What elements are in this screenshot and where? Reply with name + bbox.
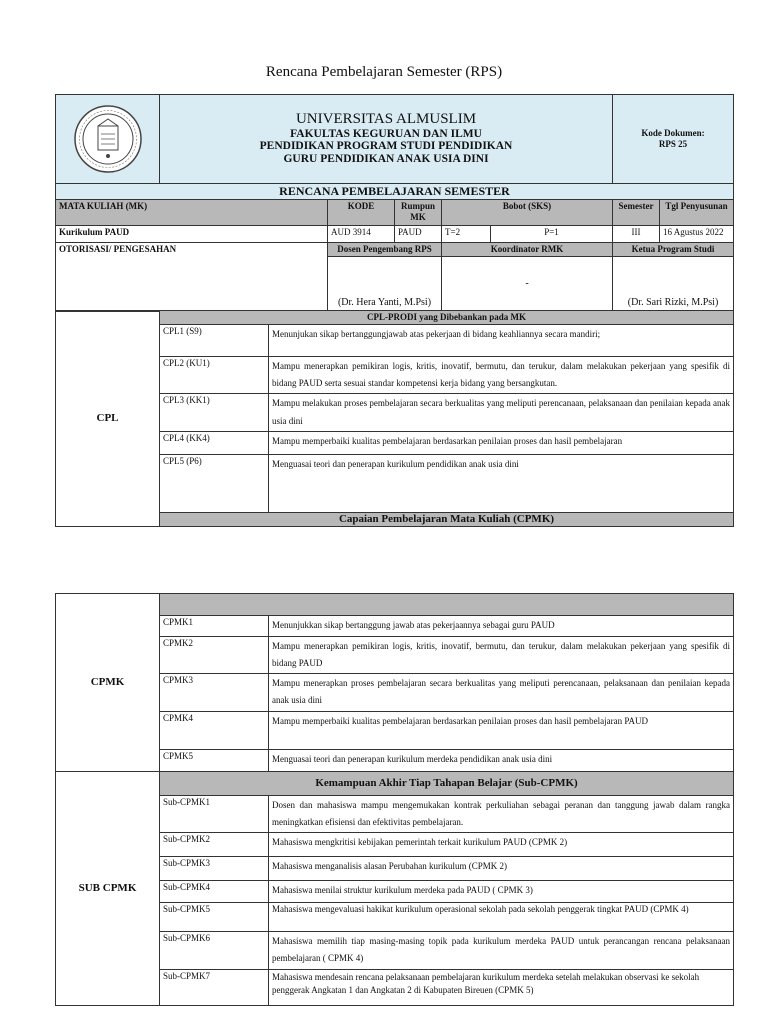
cpl-text: Menguasai teori dan penerapan kurikulum pendidikan anak usia dini — [269, 454, 734, 512]
cpmk-code: CPMK1 — [160, 616, 269, 637]
doc-code-cell — [613, 95, 734, 184]
koordinator-signature: - — [442, 256, 613, 311]
sub-cpmk-text: Mahasiswa menilai struktur kurikulum merdeka pada PAUD ( CPMK 3) — [269, 881, 734, 903]
sub-cpmk-code: Sub-CPMK6 — [160, 932, 269, 969]
doc-code-label: Kode Dokumen: — [641, 127, 705, 138]
sub-cpmk-code: Sub-CPMK2 — [160, 833, 269, 857]
sub-cpmk-text: Mahasiswa mendesain rencana pelaksanaan pembelajaran kurikulum merdeka setelah melakukan observasi ke sekolah penggerak Angkatan 1 dan Angkatan 2 di Kabupaten Bireuen (CPMK 5) — [269, 969, 734, 1005]
otorisasi-label: OTORISASI/ PENGESAHAN — [56, 242, 328, 311]
university-name: UNIVERSITAS ALMUSLIM — [295, 110, 477, 127]
cpl-code: CPL4 (KK4) — [160, 431, 269, 454]
sub-cpmk-text: Mahasiswa memilih tiap masing-masing topik pada kurikulum merdeka PAUD untuk perancangan rencana pelaksanaan pembelajaran ( CPMK 4) — [269, 932, 734, 969]
faculty-line-2: PENDIDIKAN PROGRAM STUDI PENDIDIKAN — [259, 140, 513, 153]
cpmk-text: Mampu menerapkan pemikiran logis, kritis, inovatif, bermutu, dan terukur, dalam melakukan pekerjaan yang spesifik di bidang PAUD — [269, 637, 734, 674]
dosen-signature: (Dr. Hera Yanti, M.Psi) — [328, 256, 442, 311]
cpmk-section-title: Capaian Pembelajaran Mata Kuliah (CPMK) — [160, 512, 734, 527]
sub-cpmk-section-title: Kemampuan Akhir Tiap Tahapan Belajar (Sub-CPMK) — [160, 772, 734, 796]
val-kode: AUD 3914 — [328, 225, 395, 242]
cpl-text: Mampu memperbaiki kualitas pembelajaran berdasarkan penilaian proses dan hasil pembelajaran — [269, 431, 734, 454]
sub-cpmk-code: Sub-CPMK3 — [160, 857, 269, 881]
hdr-bobot: Bobot (SKS) — [442, 200, 613, 226]
cpl-code: CPL3 (KK1) — [160, 394, 269, 431]
cpmk-text: Menunjukkan sikap bertanggung jawab atas pekerjaannya sebagai guru PAUD — [269, 616, 734, 637]
cpmk-code: CPMK2 — [160, 637, 269, 674]
cpl-table — [55, 310, 734, 527]
sub-cpmk-text: Mahasiswa menganalisis alasan Perubahan kurikulum (CPMK 2) — [269, 857, 734, 881]
faculty-line-1: FAKULTAS KEGURUAN DAN ILMU — [290, 127, 482, 140]
cpmk-header-blank — [160, 594, 734, 616]
university-seal-icon — [73, 104, 143, 174]
rps-header-table — [55, 94, 734, 312]
sub-cpmk-text: Dosen dan mahasiswa mampu mengemukakan kontrak perkuliahan sebagai peranan dan tanggung jawab dalam rangka meningkatkan efisiensi dan efektivitas pembelajaran. — [269, 796, 734, 833]
cpmk-text: Mampu menerapkan proses pembelajaran secara berkualitas yang meliputi perencanaan, pelaksanaan dan penilaian kepada anak usia dini — [269, 674, 734, 712]
doc-code-value: RPS 25 — [658, 139, 688, 149]
document-title: Rencana Pembelajaran Semester (RPS) — [265, 64, 503, 80]
university-header-cell — [160, 95, 613, 184]
cpmk-code: CPMK3 — [160, 674, 269, 712]
faculty-line-3: GURU PENDIDIKAN ANAK USIA DINI — [283, 153, 489, 166]
sub-cpmk-text: Mahasiswa mengkritisi kebijakan pemerintah terkait kurikulum PAUD (CPMK 2) — [269, 833, 734, 857]
cpmk-code: CPMK4 — [160, 712, 269, 750]
cpl-text: Mampu menerapkan pemikiran logis, kritis, inovatif, bermutu, dan terukur, dalam melakukan pekerjaan yang spesifik di bidang PAUD serta sesuai standar kompetensi kerja bidang yang bersangkutan. — [269, 357, 734, 394]
val-semester: III — [613, 225, 660, 242]
val-mata-kuliah: Kurikulum PAUD — [56, 225, 328, 242]
koordinator-label: Koordinator RMK — [442, 242, 613, 256]
val-rumpun: PAUD — [395, 225, 442, 242]
hdr-tgl: Tgl Penyusunan — [660, 200, 734, 226]
rps-title: RENCANA PEMBELAJARAN SEMESTER — [56, 184, 734, 200]
sub-cpmk-label: SUB CPMK — [56, 772, 160, 1005]
sub-cpmk-code: Sub-CPMK1 — [160, 796, 269, 833]
hdr-rumpun: Rumpun MK — [395, 200, 442, 226]
cpl-code: CPL2 (KU1) — [160, 357, 269, 394]
cpmk-text: Mampu memperbaiki kualitas pembelajaran berdasarkan penilaian proses dan hasil pembelajaran PAUD — [269, 712, 734, 750]
hdr-mata-kuliah: MATA KULIAH (MK) — [56, 200, 328, 226]
dosen-label: Dosen Pengembang RPS — [328, 242, 442, 256]
cpl-text: Mampu melakukan proses pembelajaran secara berkualitas yang meliputi perencanaan, pelaksanaan dan penilaian kepada anak usia dini — [269, 394, 734, 431]
sub-cpmk-code: Sub-CPMK4 — [160, 881, 269, 903]
sub-cpmk-text: Mahasiswa mengevaluasi hakikat kurikulum operasional sekolah pada sekolah penggerak tingkat PAUD (CPMK 4) — [269, 903, 734, 932]
cpl-code: CPL1 (S9) — [160, 325, 269, 357]
val-tgl: 16 Agustus 2022 — [660, 225, 734, 242]
ketua-signature: (Dr. Sari Rizki, M.Psi) — [613, 256, 734, 311]
val-p: P=1 — [491, 225, 613, 242]
sub-cpmk-code: Sub-CPMK5 — [160, 903, 269, 932]
logo-cell — [56, 95, 160, 184]
cpmk-text: Menguasai teori dan penerapan kurikulum merdeka pendidikan anak usia dini — [269, 750, 734, 772]
hdr-semester: Semester — [613, 200, 660, 226]
cpmk-table — [55, 593, 734, 1006]
val-t: T=2 — [442, 225, 491, 242]
cpl-code: CPL5 (P6) — [160, 454, 269, 512]
cpl-label: CPL — [56, 311, 160, 527]
cpmk-label: CPMK — [56, 594, 160, 772]
hdr-kode: KODE — [328, 200, 395, 226]
cpl-section-title: CPL-PRODI yang Dibebankan pada MK — [160, 311, 734, 325]
ketua-label: Ketua Program Studi — [613, 242, 734, 256]
sub-cpmk-code: Sub-CPMK7 — [160, 969, 269, 1005]
cpmk-code: CPMK5 — [160, 750, 269, 772]
cpl-text: Menunjukan sikap bertanggungjawab atas pekerjaan di bidang keahliannya secara mandiri; — [269, 325, 734, 357]
